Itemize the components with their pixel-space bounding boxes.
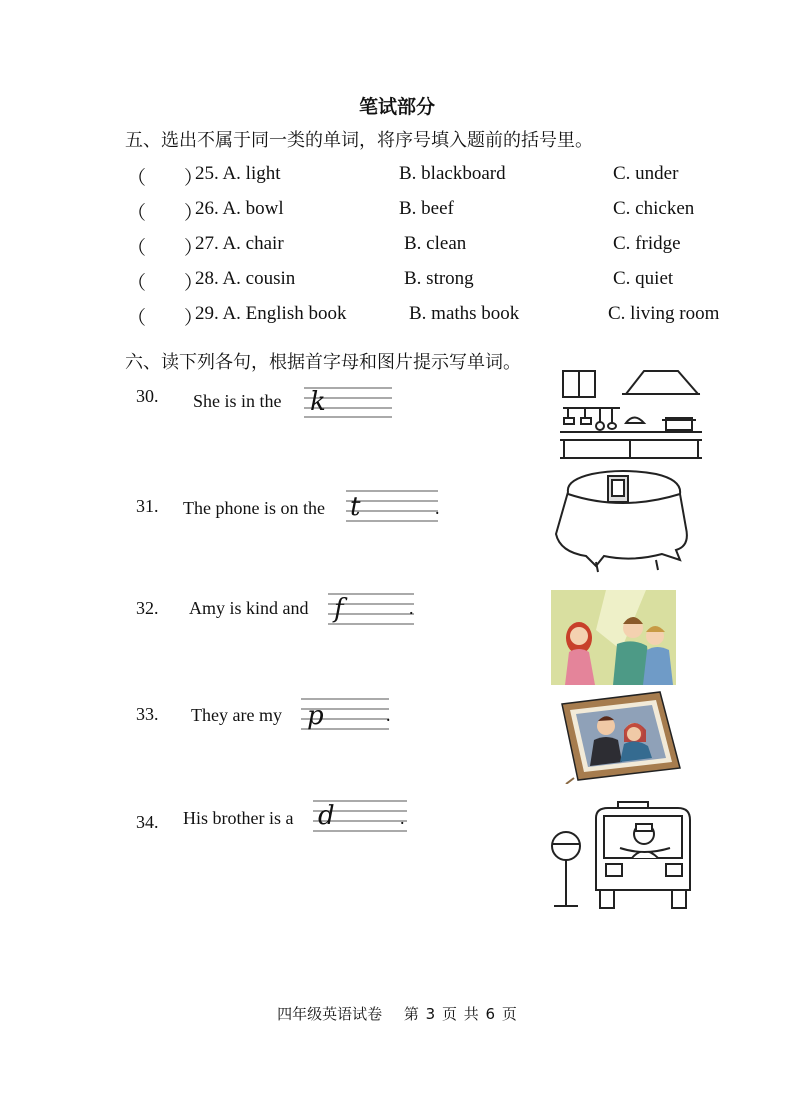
option-b: B. maths book	[409, 303, 520, 324]
sentence-end: .	[435, 498, 440, 518]
page-title: 笔试部分	[358, 96, 435, 118]
parents-photo-picture	[556, 690, 684, 784]
hint-letter: p	[307, 701, 324, 731]
answer-bracket[interactable]: （ ）	[127, 273, 204, 294]
sentence-text: They are my	[191, 705, 282, 725]
sentence-end: .	[409, 598, 414, 618]
option-a: 29. A. English book	[195, 303, 347, 324]
option-a: 25. A. light	[195, 163, 281, 184]
option-b: B. strong	[404, 268, 474, 289]
question-number: 34.	[136, 812, 159, 832]
option-a: 28. A. cousin	[195, 268, 296, 289]
answer-bracket[interactable]: （ ）	[127, 203, 204, 224]
question-number: 31.	[136, 496, 159, 516]
hint-letter: f	[334, 594, 344, 624]
sentence-text: Amy is kind and	[189, 598, 309, 618]
option-c: C. living room	[608, 303, 720, 324]
section-6-heading: 六、读下列各句，根据首字母和图片提示写单词。	[125, 352, 521, 373]
option-a: 27. A. chair	[195, 233, 284, 254]
answer-bracket[interactable]: （ ）	[127, 238, 204, 259]
sentence-text: She is in the	[193, 391, 282, 411]
answer-bracket[interactable]: （ ）	[127, 168, 204, 189]
option-c: C. quiet	[613, 268, 674, 289]
kitchen-picture	[560, 368, 702, 460]
sentence-text: The phone is on the	[183, 498, 325, 518]
sentence-end: .	[386, 705, 391, 725]
option-c: C. under	[613, 163, 679, 184]
option-a: 26. A. bowl	[195, 198, 284, 219]
option-c: C. chicken	[613, 198, 695, 219]
option-b: B. blackboard	[399, 163, 506, 184]
question-row-26	[127, 198, 203, 224]
question-row-27	[127, 233, 203, 259]
option-b: B. clean	[404, 233, 467, 254]
sentence-text: His brother is a	[183, 808, 294, 828]
question-number: 33.	[136, 704, 159, 724]
question-row-28	[127, 268, 203, 294]
question-row-25	[127, 163, 203, 189]
section-5-heading: 五、选出不属于同一类的单词，将序号填入题前的括号里。	[125, 130, 593, 151]
bus-driver-picture	[546, 798, 696, 913]
friends-picture	[551, 590, 676, 685]
page-footer: 四年级英语试卷 第 3 页 共 6 页	[277, 1005, 517, 1023]
hint-letter: k	[310, 387, 326, 417]
question-number: 32.	[136, 598, 159, 618]
question-number: 30.	[136, 386, 159, 406]
question-row-29	[127, 303, 203, 329]
answer-bracket[interactable]: （ ）	[127, 308, 204, 329]
table-with-phone-picture	[552, 468, 694, 574]
hint-letter: t	[350, 492, 361, 522]
hint-letter: d	[318, 801, 335, 831]
sentence-end: .	[400, 808, 405, 828]
option-b: B. beef	[399, 198, 454, 219]
option-c: C. fridge	[613, 233, 681, 254]
